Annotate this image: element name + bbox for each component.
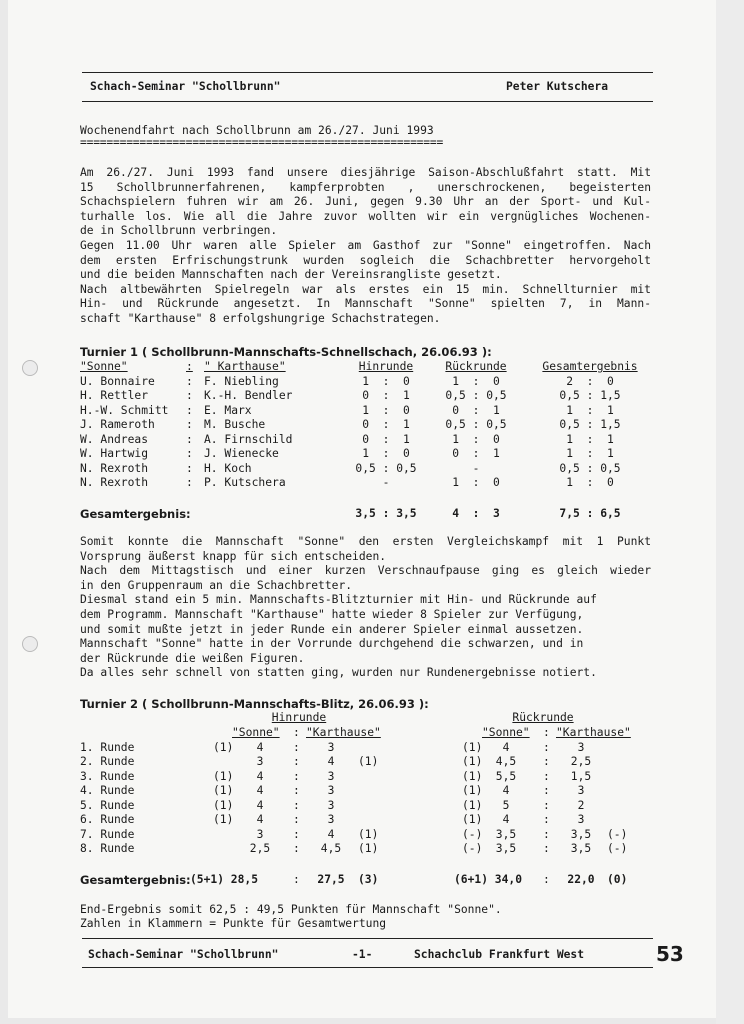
score-hin-sonne: 4: [256, 798, 264, 812]
text-line: und die beiden Mannschaften nach der Vereinsrangliste gesetzt.: [80, 268, 502, 282]
score-rueck-karthause: 2,5: [570, 755, 592, 768]
text-line: 15 Schollbrunnerfahrenen, kampferprobten , unerschrockenen, begeisterten: [80, 180, 651, 194]
separator: :: [543, 769, 550, 783]
separator: :: [543, 827, 550, 841]
footnote: Zahlen in Klammern = Punkte für Gesamtwertung: [80, 917, 387, 930]
total-hin-sonne: (5+1) 28,5: [190, 873, 259, 886]
player-karthause: M. Busche: [204, 418, 266, 431]
score-hin-karthause: 4: [327, 755, 335, 768]
separator: :: [543, 798, 550, 812]
total-score: 7,5 : 6,5: [559, 507, 621, 520]
text-line: schaft "Karthause" 8 erfolgshungrige Schachstrategen.: [80, 311, 441, 325]
score-cell: 0,5 : 1,5: [559, 389, 621, 402]
page-title: Wochenendfahrt nach Schollbrunn am 26./27. Juni 1993: [80, 124, 434, 137]
score-cell: 0 : 1: [362, 432, 410, 446]
bonus-hin-sonne: (1): [213, 740, 234, 754]
total-score: 4 : 3: [452, 507, 500, 520]
score-cell: 1 : 1: [566, 432, 614, 446]
separator: :: [186, 403, 193, 417]
score-hin-sonne: 2,5: [249, 842, 271, 855]
player-sonne: W. Andreas: [80, 432, 149, 446]
score-rueck-sonne: 5,5: [495, 769, 517, 783]
separator: :: [186, 418, 193, 431]
separator: :: [293, 755, 300, 768]
score-cell: 0 : 1: [452, 403, 500, 417]
total-rueck-bonus: (0): [607, 873, 628, 886]
player-sonne: W. Hartwig: [80, 447, 149, 460]
separator: :: [293, 813, 300, 826]
score-hin-karthause: 3: [327, 740, 335, 754]
player-karthause: A. Firnschild: [204, 432, 293, 446]
separator: :: [293, 784, 300, 797]
header-rule-top: [82, 72, 653, 73]
bonus-hin-sonne: (1): [213, 798, 234, 812]
round-label: 2. Runde: [80, 755, 135, 768]
round-label: 5. Runde: [80, 798, 135, 812]
header-karthause: "Karthause": [306, 726, 381, 739]
header-hinrunde: Hinrunde: [358, 360, 414, 373]
round-label: 8. Runde: [80, 842, 135, 855]
bonus-hin-karthause: (1): [358, 755, 379, 768]
footer-right: Schachclub Frankfurt West: [414, 948, 585, 961]
header-karthause: " Karthause": [204, 360, 286, 373]
score-rueck-karthause: 3: [577, 740, 585, 754]
bonus-rueck-karthause: (-): [607, 842, 628, 855]
player-karthause: F. Niebling: [204, 374, 279, 388]
separator: :: [293, 726, 300, 739]
text-line: der Rückrunde die weißen Figuren.: [80, 651, 305, 665]
footer-rule-bottom: [82, 967, 653, 968]
bonus-hin-sonne: (1): [213, 784, 234, 797]
score-rueck-karthause: 2: [577, 798, 585, 812]
text-line: Hin- und Rückrunde angesetzt. In Mannschaft "Sonne" spielten 7, in Mann-: [80, 297, 651, 311]
header-gesamt: Gesamtergebnis: [542, 360, 638, 373]
text-line: Nach dem Mittagstisch und einer kurzen Verschnaufpause ging es gleich wieder: [80, 564, 651, 578]
header-colon: :: [186, 360, 193, 373]
score-hin-sonne: 4: [256, 740, 264, 754]
text-line: dem ersten Erfrischungstrunk wurden sogleich die Schachbretter hervorgeholt: [80, 253, 651, 267]
punch-hole: [22, 360, 38, 376]
score-cell: 0 : 1: [362, 389, 410, 402]
score-hin-karthause: 3: [327, 784, 335, 797]
score-cell: 0,5 : 0,5: [559, 461, 621, 475]
separator: :: [186, 432, 193, 446]
score-cell: 0,5 : 0,5: [355, 461, 417, 475]
text-line: Nach altbewährten Spielregeln war als erstes ein 15 min. Schnellturnier mit: [80, 282, 651, 296]
score-cell: -: [382, 476, 390, 489]
text-line: de in Schollbrunn verbringen.: [80, 224, 278, 238]
score-cell: 1 : 0: [452, 476, 500, 489]
text-line: Mannschaft "Sonne" hatte in der Vorrunde durchgehend die schwarzen, und in: [80, 637, 584, 651]
separator: :: [543, 813, 550, 826]
player-karthause: J. Wienecke: [204, 447, 279, 460]
score-cell: 0,5 : 0,5: [445, 418, 507, 431]
score-cell: 1 : 0: [362, 374, 410, 388]
score-cell: 0,5 : 1,5: [559, 418, 621, 431]
text-line: Diesmal stand ein 5 min. Mannschafts-Blitzturnier mit Hin- und Rückrunde auf: [80, 593, 597, 607]
text-line: in den Gruppenraum an die Schachbretter.: [80, 578, 353, 592]
text-line: Schachspielern fuhren wir am 26. Juni, gegen 9.30 Uhr an der Sport- und Kul-: [80, 195, 651, 209]
text-line: dem Programm. Mannschaft "Karthause" hatte wieder 8 Spieler zur Verfügung,: [80, 607, 584, 621]
separator: :: [293, 842, 300, 855]
score-cell: 1 : 1: [566, 403, 614, 417]
score-rueck-sonne: 3,5: [495, 842, 517, 855]
header-right: Peter Kutschera: [506, 80, 609, 93]
text-line: Da alles sehr schnell von statten ging, wurden nur Rundenergebnisse notiert.: [80, 666, 597, 680]
separator: :: [543, 873, 550, 886]
separator: :: [293, 798, 300, 812]
bonus-rueck-sonne: (1): [462, 784, 483, 797]
score-hin-karthause: 3: [327, 798, 335, 812]
separator: :: [186, 389, 193, 402]
score-hin-karthause: 4: [327, 827, 335, 841]
bonus-rueck-sonne: (-): [462, 827, 483, 841]
player-sonne: N. Rexroth: [80, 461, 149, 475]
text-line: Somit konnte die Mannschaft "Sonne" den ersten Vergleichskampf mit 1 Punkt: [80, 535, 651, 548]
separator: :: [543, 726, 550, 739]
middle-paragraph: [80, 535, 651, 681]
header-sonne: "Sonne": [482, 726, 530, 739]
score-rueck-sonne: 3,5: [495, 827, 517, 841]
player-sonne: J. Rameroth: [80, 418, 155, 431]
bonus-rueck-sonne: (1): [462, 798, 483, 812]
score-cell: 1 : 0: [452, 432, 500, 446]
header-sonne: "Sonne": [232, 726, 280, 739]
total-label: Gesamtergebnis:: [80, 873, 191, 887]
separator: :: [293, 769, 300, 783]
footer-left: Schach-Seminar "Schollbrunn": [88, 948, 279, 961]
header-sonne: "Sonne": [80, 360, 128, 373]
player-karthause: P. Kutschera: [204, 476, 286, 489]
score-cell: 1 : 0: [566, 476, 614, 489]
total-score: 3,5 : 3,5: [355, 507, 417, 520]
footer-rule-top: [82, 938, 653, 939]
page-edge: [716, 0, 744, 1024]
total-hin-bonus: (3): [358, 873, 379, 886]
score-rueck-sonne: 4: [502, 784, 510, 797]
bonus-rueck-sonne: (1): [462, 755, 483, 768]
page-number: 53: [656, 942, 684, 966]
player-sonne: H.-W. Schmitt: [80, 403, 169, 417]
score-rueck-karthause: 3: [577, 813, 585, 826]
bonus-rueck-sonne: (1): [462, 813, 483, 826]
score-cell: 0 : 1: [362, 418, 410, 431]
score-cell: 1 : 1: [566, 447, 614, 460]
separator: :: [293, 740, 300, 754]
separator: :: [186, 461, 193, 475]
score-cell: 1 : 0: [362, 403, 410, 417]
header-left: Schach-Seminar "Schollbrunn": [90, 80, 281, 93]
player-karthause: E. Marx: [204, 403, 252, 417]
total-rueck-sonne: (6+1) 34,0: [454, 873, 523, 886]
bonus-hin-karthause: (1): [358, 827, 379, 841]
score-hin-karthause: 4,5: [320, 842, 342, 855]
bonus-rueck-sonne: (-): [462, 842, 483, 855]
score-rueck-karthause: 3,5: [570, 827, 592, 841]
end-result: End-Ergebnis somit 62,5 : 49,5 Punkten für Mannschaft "Sonne".: [80, 903, 502, 916]
total-hin-karthause: 27,5: [317, 873, 345, 886]
bonus-hin-sonne: (1): [213, 769, 234, 783]
score-rueck-sonne: 4: [502, 740, 510, 754]
player-sonne: U. Bonnaire: [80, 374, 155, 388]
bonus-rueck-karthause: (-): [607, 827, 628, 841]
score-hin-karthause: 3: [327, 769, 335, 783]
separator: :: [543, 755, 550, 768]
score-hin-sonne: 3: [256, 827, 264, 841]
total-label: Gesamtergebnis:: [80, 507, 191, 521]
tournament2-heading: Turnier 2 ( Schollbrunn-Mannschafts-Blitz, 26.06.93 ):: [80, 697, 429, 711]
score-hin-sonne: 4: [256, 784, 264, 797]
player-karthause: K.-H. Bendler: [204, 389, 293, 402]
round-label: 7. Runde: [80, 827, 135, 841]
footer-page-marker: -1-: [352, 948, 373, 961]
total-rueck-karthause: 22,0: [567, 873, 595, 886]
separator: :: [293, 873, 300, 886]
score-rueck-sonne: 5: [502, 798, 510, 812]
player-sonne: N. Rexroth: [80, 476, 149, 489]
separator: :: [186, 476, 193, 489]
text-line: turhalle los. Wie all die Jahre zuvor wollten wir ein vergnügliches Wochenen-: [80, 209, 651, 223]
score-hin-karthause: 3: [327, 813, 335, 826]
separator: :: [186, 447, 193, 460]
text-line: Gegen 11.00 Uhr waren alle Spieler am Gasthof zur "Sonne" eingetroffen. Nach: [80, 238, 651, 252]
bonus-rueck-sonne: (1): [462, 740, 483, 754]
punch-hole: [22, 636, 38, 652]
tournament1-heading: Turnier 1 ( Schollbrunn-Mannschafts-Schnellschach, 26.06.93 ):: [80, 345, 492, 359]
text-line: Am 26./27. Juni 1993 fand unsere diesjährige Saison-Abschlußfahrt statt. Mit: [80, 166, 651, 179]
score-rueck-sonne: 4: [502, 813, 510, 826]
round-label: 6. Runde: [80, 813, 135, 826]
score-rueck-sonne: 4,5: [495, 755, 517, 768]
header-karthause: "Karthause": [556, 726, 631, 739]
separator: :: [543, 784, 550, 797]
bonus-hin-karthause: (1): [358, 842, 379, 855]
round-label: 4. Runde: [80, 784, 135, 797]
score-cell: 1 : 0: [452, 374, 500, 388]
text-line: Vorsprung äußerst knapp für sich entscheiden.: [80, 549, 387, 563]
separator: :: [186, 374, 193, 388]
player-sonne: H. Rettler: [80, 389, 149, 402]
intro-paragraph: [80, 166, 651, 327]
player-karthause: H. Koch: [204, 461, 252, 475]
title-underline: =======================================================: [80, 136, 444, 149]
header-rueckrunde: Rückrunde: [445, 360, 507, 373]
header-rule-bottom: [82, 101, 653, 102]
separator: :: [543, 740, 550, 754]
bonus-rueck-sonne: (1): [462, 769, 483, 783]
score-hin-sonne: 4: [256, 813, 264, 826]
hinrunde-label: Hinrunde: [271, 711, 327, 724]
score-rueck-karthause: 3: [577, 784, 585, 797]
separator: :: [543, 842, 550, 855]
score-hin-sonne: 4: [256, 769, 264, 783]
bonus-hin-sonne: (1): [213, 813, 234, 826]
round-label: 3. Runde: [80, 769, 135, 783]
text-line: und somit mußte jetzt in jeder Runde ein anderer Spieler einmal aussetzen.: [80, 622, 584, 636]
separator: :: [293, 827, 300, 841]
score-cell: 2 : 0: [566, 374, 614, 388]
score-cell: 1 : 0: [362, 447, 410, 460]
score-cell: 0,5 : 0,5: [445, 389, 507, 402]
round-label: 1. Runde: [80, 740, 135, 754]
score-cell: -: [472, 461, 480, 475]
score-rueck-karthause: 1,5: [570, 769, 592, 783]
score-rueck-karthause: 3,5: [570, 842, 592, 855]
rueckrunde-label: Rückrunde: [512, 711, 574, 724]
score-cell: 0 : 1: [452, 447, 500, 460]
score-hin-sonne: 3: [256, 755, 264, 768]
